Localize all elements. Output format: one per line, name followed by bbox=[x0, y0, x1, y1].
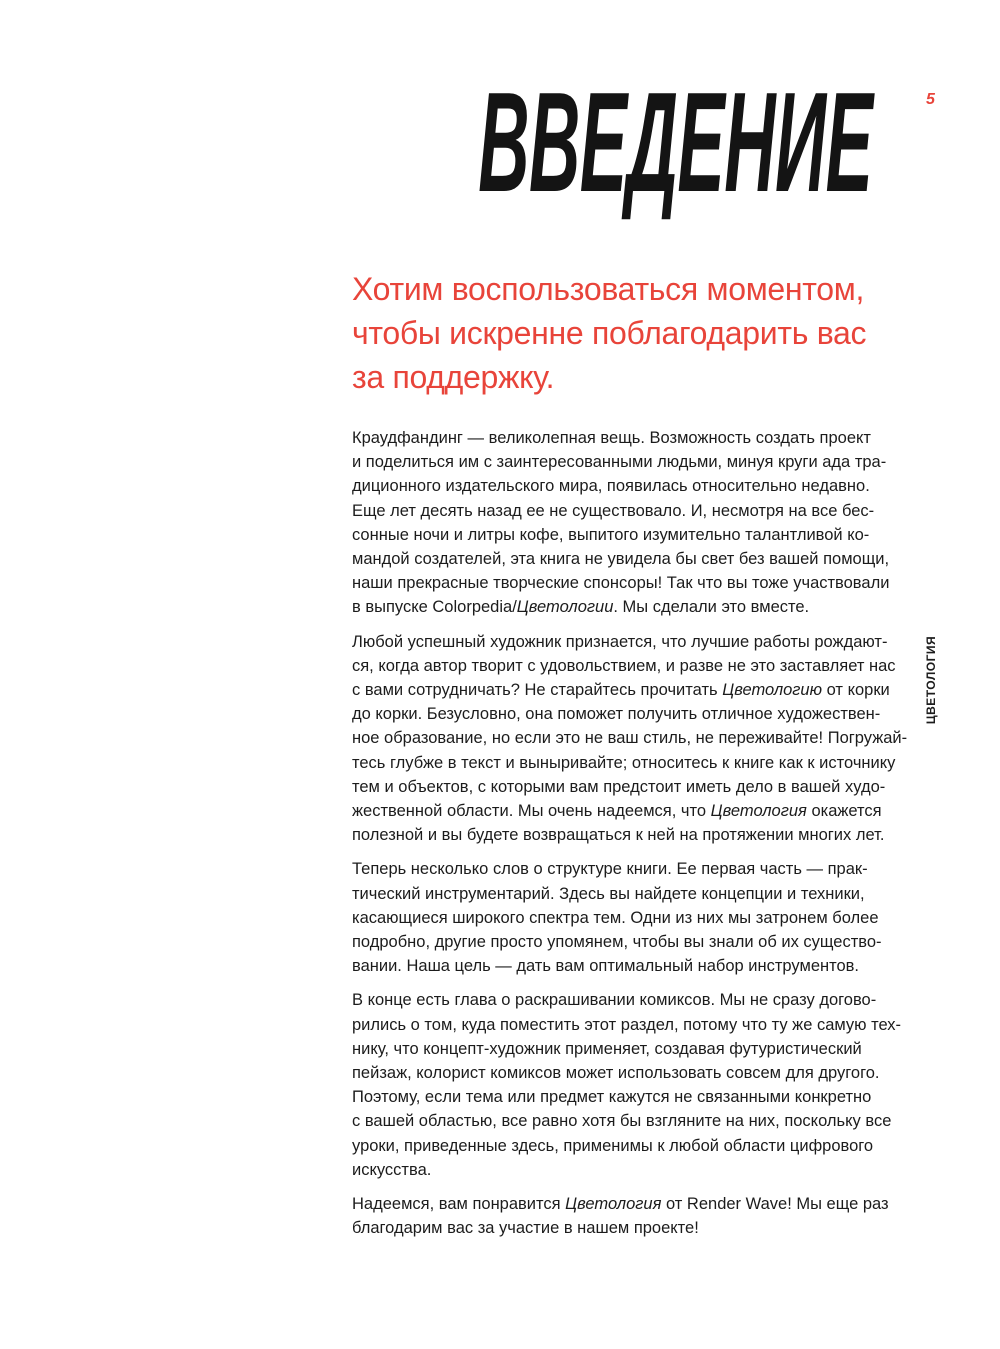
text-run: с вами сотрудничать? Не старайтесь прочитать bbox=[352, 681, 723, 700]
text-line bbox=[352, 726, 908, 750]
text-line bbox=[352, 654, 896, 678]
text-run: до корки. Безусловно, она поможет получить отличное художествен- bbox=[352, 705, 881, 724]
text-run: тем и объектов, с которыми вам предстоит иметь дело в вашей худо- bbox=[352, 777, 886, 796]
text-line bbox=[352, 1061, 880, 1085]
text-run: полезной и вы будете возвращаться к ней на протяжении многих лет. bbox=[352, 826, 885, 845]
body-paragraph bbox=[352, 988, 902, 1182]
text-run: Надеемся, вам понравится bbox=[352, 1195, 566, 1214]
text-line bbox=[352, 595, 872, 619]
text-line bbox=[352, 702, 881, 726]
text-line bbox=[352, 1216, 872, 1240]
text-line bbox=[352, 954, 872, 978]
text-run: и поделиться им с заинтересованными людьми, минуя круги ада тра- bbox=[352, 453, 887, 472]
body-text bbox=[352, 426, 908, 1251]
text-line bbox=[352, 906, 879, 930]
text-run: ся, когда автор творит с удовольствием, и разве не это заставляет нас bbox=[352, 656, 896, 675]
text-line bbox=[352, 930, 882, 954]
text-line bbox=[352, 799, 882, 823]
text-line bbox=[352, 1192, 889, 1216]
text-run: Теперь несколько слов о структуре книги. Ее первая часть — прак- bbox=[352, 860, 868, 879]
text-run: сонные ночи и литры кофе, выпитого изумительно талантливой ко- bbox=[352, 525, 870, 544]
text-run: В конце есть глава о раскрашивании комиксов. Мы не сразу догово- bbox=[352, 991, 877, 1010]
italic-book-title: Цветология bbox=[710, 802, 807, 821]
text-run: Любой успешный художник признается, что лучшие работы рождают- bbox=[352, 632, 888, 651]
text-line bbox=[352, 1085, 872, 1109]
page-title: ВВЕДЕНИЕ bbox=[477, 63, 872, 222]
body-paragraph bbox=[352, 630, 908, 848]
text-run: наши прекрасные творческие спонсоры! Так что вы тоже участвовали bbox=[352, 574, 890, 593]
text-line bbox=[352, 882, 872, 906]
lead-line: чтобы искренне поблагодарить вас bbox=[352, 315, 867, 351]
text-run: подробно, другие просто упомянем, чтобы вы знали об их существо- bbox=[352, 933, 882, 952]
text-line bbox=[352, 1109, 892, 1133]
text-run: окажется bbox=[806, 802, 882, 821]
text-run: мандой создателей, эта книга не увидела бы свет без вашей помощи, bbox=[352, 550, 890, 569]
text-line bbox=[352, 426, 872, 450]
text-run: Краудфандинг — великолепная вещь. Возможность создать проект bbox=[352, 429, 871, 447]
text-run: касающиеся широкого спектра тем. Одни из них мы затронем более bbox=[352, 908, 879, 927]
text-run: от корки bbox=[822, 681, 890, 700]
text-run: благодарим вас за участие в нашем проекте! bbox=[352, 1219, 699, 1238]
text-line bbox=[352, 988, 877, 1012]
italic-book-title: Цветология bbox=[565, 1195, 662, 1214]
text-run: тесь глубже в текст и выныривайте; относитесь к книге как к источнику bbox=[352, 753, 896, 772]
text-line bbox=[352, 1013, 902, 1037]
text-run: рились о том, куда поместить этот раздел, потому что ту же самую тех- bbox=[352, 1015, 902, 1034]
text-line bbox=[352, 751, 896, 775]
text-run: Еще лет десять назад ее не существовало. И, несмотря на все бес- bbox=[352, 501, 875, 520]
body-paragraph bbox=[352, 857, 882, 978]
text-run: в выпуске Colorpedia/ bbox=[352, 598, 517, 617]
text-run: жественной области. Мы очень надеемся, что bbox=[352, 802, 711, 821]
body-paragraph bbox=[352, 426, 890, 620]
text-run: нику, что концепт-художник применяет, создавая футуристический bbox=[352, 1039, 862, 1058]
text-run: с вашей областью, все равно хотя бы взгляните на них, поскольку все bbox=[352, 1112, 892, 1131]
text-run: ное образование, но если это не ваш стиль, не переживайте! Погружай- bbox=[352, 729, 908, 748]
italic-book-title: Цветологии bbox=[516, 598, 614, 617]
text-line bbox=[352, 1158, 872, 1182]
text-run: уроки, приведенные здесь, применимы к любой области цифрового bbox=[352, 1136, 874, 1155]
text-line bbox=[352, 857, 872, 881]
text-line bbox=[352, 1134, 872, 1158]
text-line bbox=[352, 450, 887, 474]
text-line bbox=[352, 474, 872, 498]
text-run: искусства. bbox=[352, 1160, 432, 1179]
text-run: вании. Наша цель — дать вам оптимальный набор инструментов. bbox=[352, 957, 860, 976]
body-paragraph bbox=[352, 1192, 889, 1240]
text-line bbox=[352, 630, 888, 654]
text-line bbox=[352, 547, 890, 571]
side-running-head: ЦВЕТОЛОГИЯ bbox=[924, 635, 938, 725]
text-line bbox=[352, 499, 875, 523]
page-number: 5 bbox=[926, 91, 935, 108]
text-line bbox=[352, 775, 886, 799]
text-line bbox=[352, 823, 885, 847]
text-run: от Render Wave! Мы еще раз bbox=[661, 1195, 889, 1214]
italic-book-title: Цветологию bbox=[722, 681, 823, 700]
text-run: диционного издательского мира, появилась относительно недавно. bbox=[352, 477, 870, 496]
text-run: тический инструментарий. Здесь вы найдете концепции и техники, bbox=[352, 884, 865, 903]
text-line bbox=[352, 523, 872, 547]
text-run: Поэтому, если тема или предмет кажутся не связанными конкретно bbox=[352, 1088, 872, 1107]
lead-paragraph bbox=[352, 267, 912, 399]
text-line bbox=[352, 1037, 872, 1061]
lead-line: за поддержку. bbox=[352, 359, 555, 395]
lead-line: Хотим воспользоваться моментом, bbox=[352, 271, 865, 307]
text-line bbox=[352, 678, 890, 702]
text-line bbox=[352, 571, 890, 595]
text-run: пейзаж, колорист комиксов может использовать совсем для другого. bbox=[352, 1064, 880, 1083]
text-run: . Мы сделали это вместе. bbox=[613, 598, 810, 617]
